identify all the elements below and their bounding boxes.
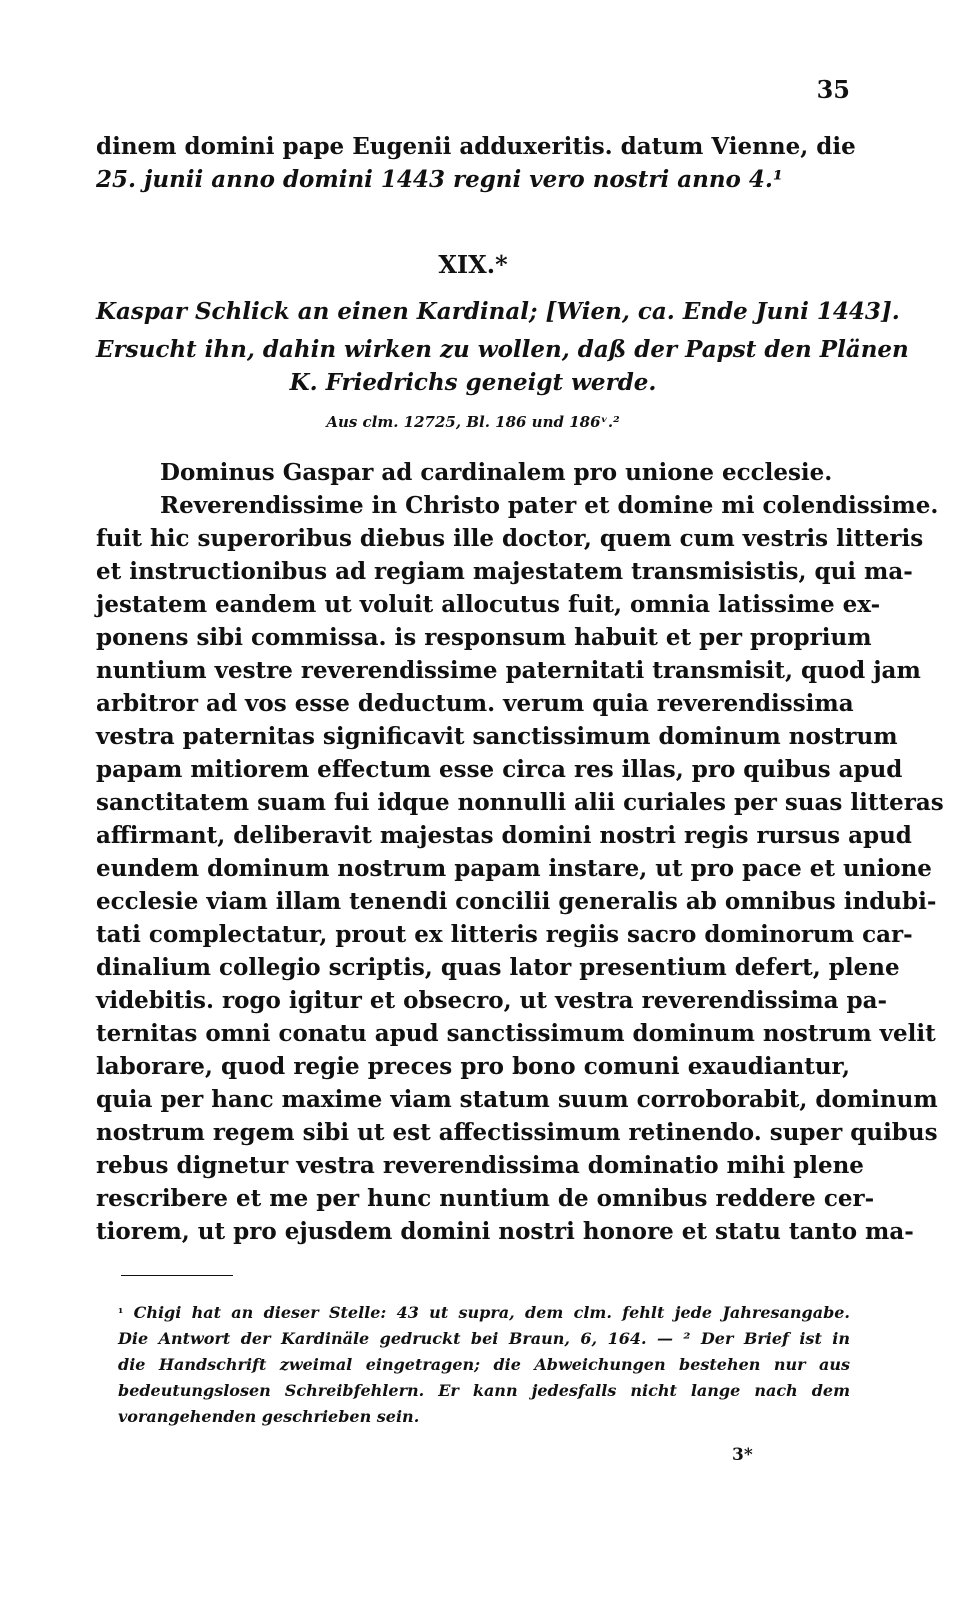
footnote-line-3: die Handschrift zweimal eingetragen; die Abweichungen bestehen nur aus: [118, 1355, 850, 1374]
footnote-text: Chigi hat an dieser Stelle: 43 ut supra, dem clm. fehlt jede Jahresangabe.: [133, 1303, 851, 1322]
body-line: arbitror ad vos esse deductum. verum quia reverendissima: [96, 690, 854, 717]
source-note: Aus clm. 12725, Bl. 186 und 186ᵛ.²: [326, 413, 620, 431]
footnote-rule: [121, 1275, 233, 1276]
body-line: papam mitiorem effectum esse circa res illas, pro quibus apud: [96, 756, 903, 783]
footnote-line-4: bedeutungslosen Schreibfehlern. Er kann jedesfalls nicht lange nach dem: [118, 1381, 850, 1400]
body-line: videbitis. rogo igitur et obsecro, ut vestra reverendissima pa-: [96, 987, 888, 1014]
body-line: rebus dignetur vestra reverendissima dominatio mihi plene: [96, 1152, 864, 1179]
body-line: ponens sibi commissa. is responsum habuit et per proprium: [96, 624, 872, 651]
body-line: affirmant, deliberavit majestas domini nostri regis rursus apud: [96, 822, 912, 849]
body-line: laborare, quod regie preces pro bono comuni exaudiantur,: [96, 1053, 850, 1080]
continued-text-line-2: 25. junii anno domini 1443 regni vero nostri anno 4.¹: [96, 166, 783, 193]
continued-text-line-1: dinem domini pape Eugenii adduxeritis. datum Vienne, die: [96, 133, 856, 160]
body-line: tiorem, ut pro ejusdem domini nostri honore et statu tanto ma-: [96, 1218, 914, 1245]
body-line: sanctitatem suam fui idque nonnulli alii curiales per suas litteras: [96, 789, 944, 816]
body-line: dinalium collegio scriptis, quas lator presentium defert, plene: [96, 954, 900, 981]
body-line: vestra paternitas significavit sanctissimum dominum nostrum: [96, 723, 898, 750]
body-line: nuntium vestre reverendissime paternitati transmisit, quod jam: [96, 657, 921, 684]
signature-mark: 3*: [732, 1445, 753, 1465]
regest-line-1: Kaspar Schlick an einen Kardinal; [Wien, ca. Ende Juni 1443].: [96, 298, 900, 325]
body-line: ecclesie viam illam tenendi concilii generalis ab omnibus indubi-: [96, 888, 937, 915]
body-line: et instructionibus ad regiam majestatem transmisistis, qui ma-: [96, 558, 913, 585]
regest-line-3: K. Friedrichs geneigt werde.: [289, 369, 657, 396]
address-line-1: Dominus Gaspar ad cardinalem pro unione ecclesie.: [160, 459, 833, 486]
footnote-line-1: [118, 1300, 850, 1326]
footnote-line-5: vorangehenden geschrieben sein.: [118, 1407, 420, 1426]
footnote-marker: ¹: [118, 1306, 124, 1320]
document-number: XIX.*: [438, 250, 508, 279]
body-line: quia per hanc maxime viam statum suum corroborabit, dominum: [96, 1086, 938, 1113]
body-line: jestatem eandem ut voluit allocutus fuit, omnia latissime ex-: [96, 591, 881, 618]
regest-line-2: Ersucht ihn, dahin wirken zu wollen, daß der Papst den Plänen: [96, 336, 909, 363]
body-line: ternitas omni conatu apud sanctissimum dominum nostrum velit: [96, 1020, 936, 1047]
address-line-2: Reverendissime in Christo pater et domine mi colendissime.: [160, 492, 939, 519]
body-line: nostrum regem sibi ut est affectissimum retinendo. super quibus: [96, 1119, 938, 1146]
page-number: 35: [816, 75, 850, 104]
footnote-line-2: Die Antwort der Kardinäle gedruckt bei Braun, 6, 164. — ² Der Brief ist in: [118, 1329, 850, 1348]
body-line: eundem dominum nostrum papam instare, ut pro pace et unione: [96, 855, 932, 882]
body-line: fuit hic superoribus diebus ille doctor, quem cum vestris litteris: [96, 525, 924, 552]
body-line: tati complectatur, prout ex litteris regiis sacro dominorum car-: [96, 921, 913, 948]
body-line: rescribere et me per hunc nuntium de omnibus reddere cer-: [96, 1185, 875, 1212]
